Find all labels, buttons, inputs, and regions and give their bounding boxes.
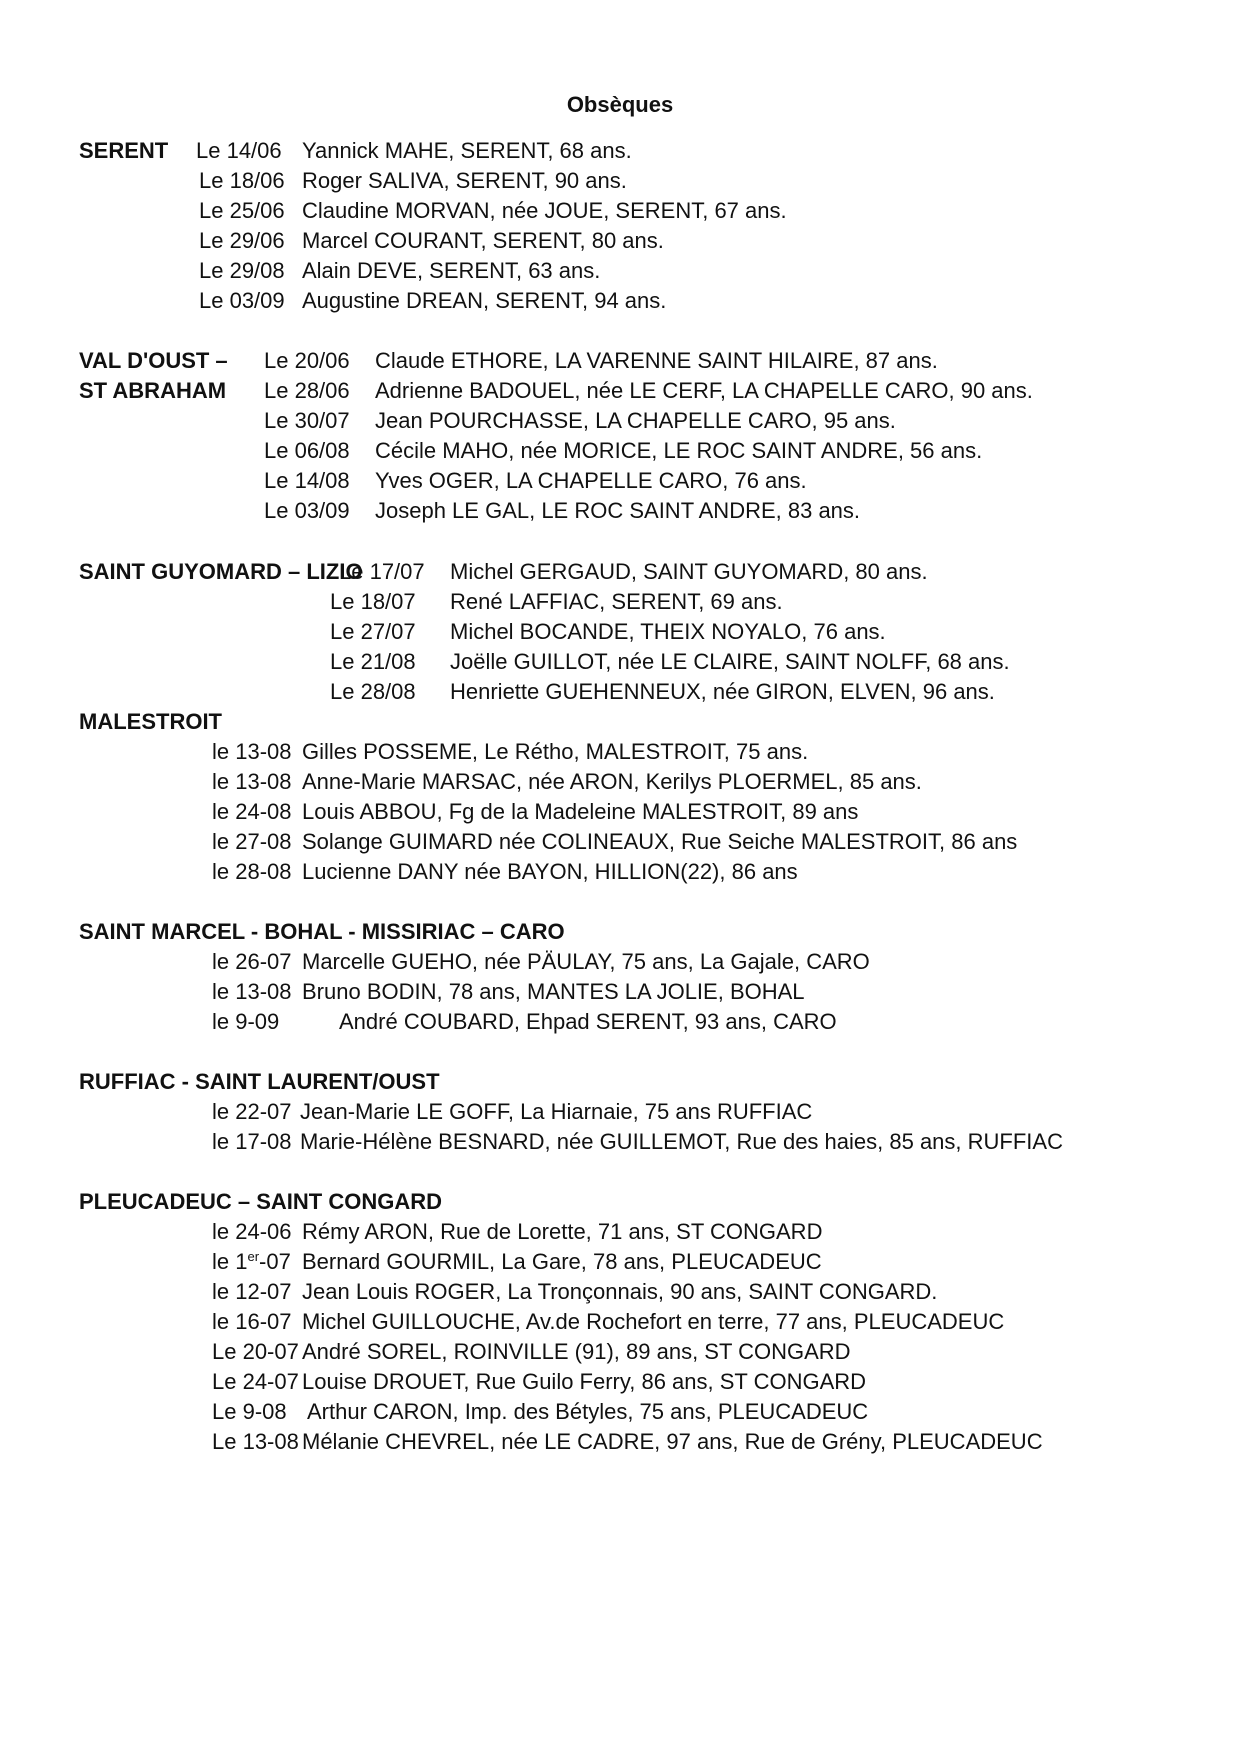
- entry-date: Le 21/08: [330, 649, 416, 674]
- entry-text: Jean POURCHASSE, LA CHAPELLE CARO, 95 ans.: [375, 408, 896, 433]
- entry-text: Bernard GOURMIL, La Gare, 78 ans, PLEUCADEUC: [302, 1249, 822, 1274]
- entry-date: Le 14/08: [264, 468, 350, 493]
- entry-text: Cécile MAHO, née MORICE, LE ROC SAINT ANDRE, 56 ans.: [375, 438, 983, 463]
- obituary-entry: [0, 795, 1240, 829]
- entry-text: Bruno BODIN, 78 ans, MANTES LA JOLIE, BOHAL: [302, 979, 805, 1004]
- obituary-entry: [0, 1275, 1240, 1309]
- obituary-entry: [0, 615, 1240, 649]
- entry-date: Le 13-08: [212, 1429, 299, 1454]
- entry-date: Le 17/07: [339, 559, 425, 584]
- entry-date: Le 27/07: [330, 619, 416, 644]
- entry-date: Le 25/06: [199, 198, 285, 223]
- section-heading: RUFFIAC - SAINT LAURENT/OUST: [79, 1069, 440, 1094]
- obituary-entry: [0, 1095, 1240, 1129]
- section-heading: SERENT: [79, 138, 169, 163]
- obituary-entry: [0, 434, 1240, 468]
- entry-date: le 16-07: [212, 1309, 292, 1334]
- entry-date: Le 20-07: [212, 1339, 299, 1364]
- obituary-entry: [0, 254, 1240, 288]
- obituary-entry: [0, 284, 1240, 318]
- obituary-entry: [0, 194, 1240, 228]
- entry-date: le 13-08: [212, 979, 292, 1004]
- entry-date: Le 28/08: [330, 679, 416, 704]
- obituary-entry: [0, 224, 1240, 258]
- entry-date: Le 14/06: [196, 138, 282, 163]
- entry-date: Le 24-07: [212, 1369, 299, 1394]
- entry-date: le 12-07: [212, 1279, 292, 1304]
- obituary-entry: [0, 735, 1240, 769]
- obituary-entry: [0, 585, 1240, 619]
- entry-text: Louis ABBOU, Fg de la Madeleine MALESTROIT, 89 ans: [302, 799, 859, 824]
- obituary-entry: [0, 374, 1240, 408]
- entry-text: Mélanie CHEVREL, née LE CADRE, 97 ans, Rue de Grény, PLEUCADEUC: [302, 1429, 1043, 1454]
- entry-text: Solange GUIMARD née COLINEAUX, Rue Seiche MALESTROIT, 86 ans: [302, 829, 1018, 854]
- entry-text: André SOREL, ROINVILLE (91), 89 ans, ST CONGARD: [302, 1339, 851, 1364]
- entry-date: le 13-08: [212, 739, 292, 764]
- entry-text: Jean Louis ROGER, La Tronçonnais, 90 ans, SAINT CONGARD.: [302, 1279, 938, 1304]
- entry-text: Roger SALIVA, SERENT, 90 ans.: [302, 168, 627, 193]
- entry-text: Michel BOCANDE, THEIX NOYALO, 76 ans.: [450, 619, 886, 644]
- section-heading-row: [0, 1185, 1240, 1219]
- entry-text: Michel GUILLOUCHE, Av.de Rochefort en terre, 77 ans, PLEUCADEUC: [302, 1309, 1005, 1334]
- entry-date: Le 18/06: [199, 168, 285, 193]
- section-heading: SAINT MARCEL - BOHAL - MISSIRIAC – CARO: [79, 919, 565, 944]
- entry-text: Anne-Marie MARSAC, née ARON, Kerilys PLOERMEL, 85 ans.: [302, 769, 922, 794]
- obituary-entry: [0, 1305, 1240, 1339]
- obituary-entry: [0, 164, 1240, 198]
- obituary-entry: [0, 134, 1240, 168]
- entry-text: Marie-Hélène BESNARD, née GUILLEMOT, Rue des haies, 85 ans, RUFFIAC: [300, 1129, 1063, 1154]
- entry-text: Yves OGER, LA CHAPELLE CARO, 76 ans.: [375, 468, 807, 493]
- obituary-entry: [0, 675, 1240, 709]
- date-superscript: er: [247, 1249, 260, 1264]
- section-heading-row: [0, 1065, 1240, 1099]
- obituary-entry: [0, 1335, 1240, 1369]
- entry-text: Marcelle GUEHO, née PÄULAY, 75 ans, La Gajale, CARO: [302, 949, 870, 974]
- entry-text: Alain DEVE, SERENT, 63 ans.: [302, 258, 601, 283]
- obituary-entry: [0, 1425, 1240, 1459]
- entry-text: Jean-Marie LE GOFF, La Hiarnaie, 75 ans RUFFIAC: [300, 1099, 813, 1124]
- entry-text: Michel GERGAUD, SAINT GUYOMARD, 80 ans.: [450, 559, 928, 584]
- entry-text: Joseph LE GAL, LE ROC SAINT ANDRE, 83 ans.: [375, 498, 861, 523]
- entry-date: Le 28/06: [264, 378, 350, 403]
- entry-text: Claude ETHORE, LA VARENNE SAINT HILAIRE, 87 ans.: [375, 348, 938, 373]
- entry-text: Henriette GUEHENNEUX, née GIRON, ELVEN, 96 ans.: [450, 679, 995, 704]
- obituary-entry: [0, 975, 1240, 1009]
- obituary-entry: [0, 1365, 1240, 1399]
- entry-text: Claudine MORVAN, née JOUE, SERENT, 67 ans.: [302, 198, 787, 223]
- obituary-entry: [0, 945, 1240, 979]
- obituary-entry: [0, 765, 1240, 799]
- section-heading: PLEUCADEUC – SAINT CONGARD: [79, 1189, 443, 1214]
- entry-text: René LAFFIAC, SERENT, 69 ans.: [450, 589, 783, 614]
- section-heading-line2: ST ABRAHAM: [79, 378, 227, 403]
- entry-date: le 26-07: [212, 949, 292, 974]
- entry-date: Le 29/08: [199, 258, 285, 283]
- obituary-entry: [0, 1395, 1240, 1429]
- entry-text: Louise DROUET, Rue Guilo Ferry, 86 ans, ST CONGARD: [302, 1369, 867, 1394]
- section-heading: MALESTROIT: [79, 709, 222, 734]
- entry-text: Gilles POSSEME, Le Rétho, MALESTROIT, 75 ans.: [302, 739, 809, 764]
- entry-text: Yannick MAHE, SERENT, 68 ans.: [302, 138, 632, 163]
- entry-text: Lucienne DANY née BAYON, HILLION(22), 86 ans: [302, 859, 798, 884]
- entry-date: Le 9-08: [212, 1399, 287, 1424]
- entry-text: André COUBARD, Ehpad SERENT, 93 ans, CARO: [339, 1009, 837, 1034]
- entry-date: Le 06/08: [264, 438, 350, 463]
- entry-date: Le 03/09: [264, 498, 350, 523]
- obituary-entry: [0, 404, 1240, 438]
- obituary-entry: [0, 555, 1240, 589]
- obituary-entry: [0, 1215, 1240, 1249]
- obituary-entry: [0, 825, 1240, 859]
- entry-date: Le 03/09: [199, 288, 285, 313]
- entry-date: le 24-06: [212, 1219, 292, 1244]
- entry-date: le 22-07: [212, 1099, 292, 1124]
- obituary-entry: [0, 464, 1240, 498]
- entry-date: le 13-08: [212, 769, 292, 794]
- section-heading-row: [0, 705, 1240, 739]
- section-heading-row: [0, 915, 1240, 949]
- entry-text: Adrienne BADOUEL, née LE CERF, LA CHAPELLE CARO, 90 ans.: [375, 378, 1033, 403]
- document-title: Obsèques: [566, 92, 674, 117]
- obituary-entry: [0, 344, 1240, 378]
- entry-date: le 24-08: [212, 799, 292, 824]
- section-heading: VAL D'OUST –: [79, 348, 228, 373]
- obituary-entry: [0, 645, 1240, 679]
- entry-text: Joëlle GUILLOT, née LE CLAIRE, SAINT NOLFF, 68 ans.: [450, 649, 1010, 674]
- obituary-entry: [0, 1245, 1240, 1279]
- entry-date: Le 20/06: [264, 348, 350, 373]
- entry-date: le 9-09: [212, 1009, 280, 1034]
- entry-text: Marcel COURANT, SERENT, 80 ans.: [302, 228, 664, 253]
- entry-date: le 17-08: [212, 1129, 292, 1154]
- entry-text: Arthur CARON, Imp. des Bétyles, 75 ans, PLEUCADEUC: [307, 1399, 869, 1424]
- entry-date: Le 18/07: [330, 589, 416, 614]
- obituary-entry: [0, 494, 1240, 528]
- entry-text: Augustine DREAN, SERENT, 94 ans.: [302, 288, 667, 313]
- entry-date: Le 30/07: [264, 408, 350, 433]
- obituary-entry: [0, 1005, 1240, 1039]
- obituary-entry: [0, 1125, 1240, 1159]
- obituary-entry: [0, 855, 1240, 889]
- section-heading: SAINT GUYOMARD – LIZIO: [79, 559, 363, 584]
- entry-date: le 28-08: [212, 859, 292, 884]
- entry-date: le 27-08: [212, 829, 292, 854]
- entry-date: le 1er-07: [212, 1249, 291, 1274]
- entry-text: Rémy ARON, Rue de Lorette, 71 ans, ST CONGARD: [302, 1219, 823, 1244]
- entry-date: Le 29/06: [199, 228, 285, 253]
